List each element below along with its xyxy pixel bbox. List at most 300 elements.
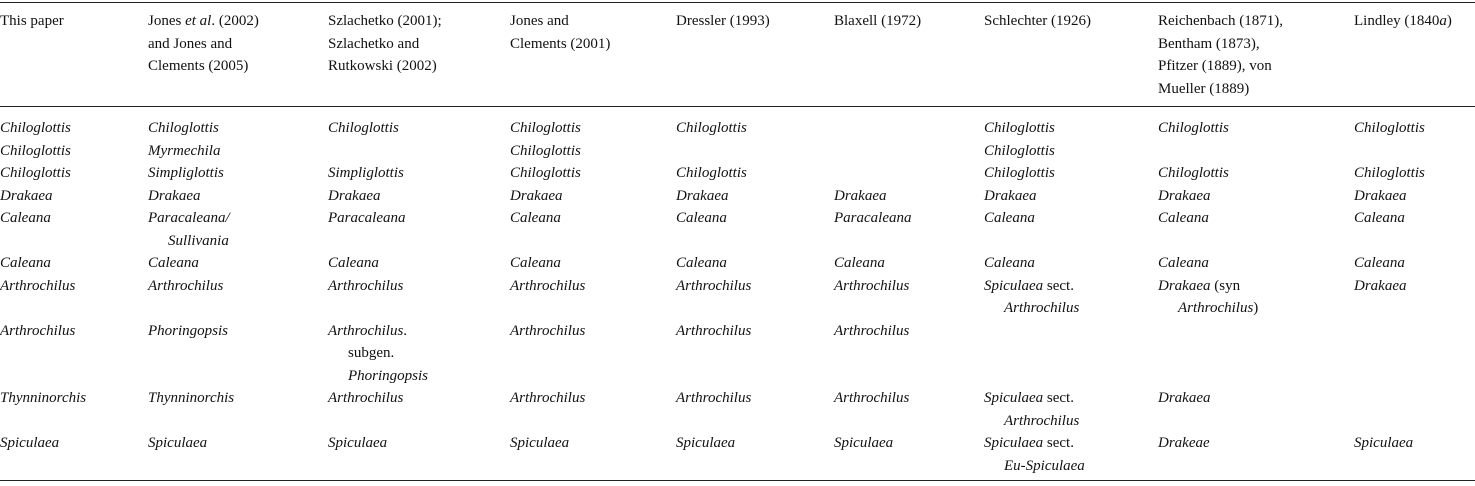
taxon-name: Chiloglottis bbox=[984, 142, 1055, 159]
cell-line bbox=[148, 207, 328, 230]
cell-line bbox=[984, 207, 1158, 230]
header-row bbox=[0, 3, 1475, 107]
taxon-name: Spiculaea bbox=[1354, 435, 1414, 451]
taxon-name: Spiculaea bbox=[0, 435, 60, 451]
table-cell bbox=[984, 387, 1158, 432]
taxon-name: Myrmechila bbox=[148, 142, 221, 159]
cell-line bbox=[0, 185, 148, 208]
column-header bbox=[0, 3, 148, 107]
table-cell bbox=[148, 320, 328, 388]
cell-line bbox=[0, 320, 148, 343]
table-cell bbox=[984, 320, 1158, 388]
table-cell bbox=[676, 432, 834, 481]
cell-line bbox=[148, 33, 328, 56]
column-header bbox=[328, 3, 510, 107]
table-cell bbox=[834, 432, 984, 481]
taxon-name: Arthrochilus bbox=[510, 277, 586, 294]
cell-line bbox=[328, 10, 510, 33]
table-cell bbox=[676, 320, 834, 388]
taxon-name: Paracaleana bbox=[328, 210, 406, 226]
table-cell bbox=[510, 107, 676, 163]
table-cell bbox=[0, 252, 148, 275]
table-cell bbox=[148, 162, 328, 185]
table-cell bbox=[676, 275, 834, 320]
cell-line bbox=[984, 140, 1158, 163]
table-cell bbox=[510, 162, 676, 185]
taxon-name: Chiloglottis bbox=[984, 120, 1055, 136]
cell-line bbox=[510, 387, 676, 410]
cell-line bbox=[1354, 10, 1475, 33]
table-cell bbox=[510, 320, 676, 388]
table-cell bbox=[1354, 252, 1475, 275]
cell-line bbox=[1158, 10, 1354, 33]
cell-text: Clements (2005) bbox=[148, 58, 249, 74]
cell-line bbox=[148, 230, 328, 253]
table-cell bbox=[0, 162, 148, 185]
taxon-name: Arthrochilus bbox=[676, 322, 752, 339]
cell-line bbox=[1354, 207, 1475, 230]
taxon-name: Drakaea bbox=[676, 187, 729, 204]
taxon-name: Arthrochilus bbox=[834, 322, 910, 339]
table-cell bbox=[0, 107, 148, 163]
cell-line bbox=[0, 140, 148, 163]
column-header bbox=[510, 3, 676, 107]
table-cell bbox=[676, 207, 834, 252]
table-row bbox=[0, 387, 1475, 432]
table-cell bbox=[834, 162, 984, 185]
table-cell bbox=[0, 320, 148, 388]
cell-line bbox=[1158, 252, 1354, 275]
cell-text: Clements (2001) bbox=[510, 35, 611, 52]
cell-line bbox=[510, 275, 676, 298]
taxon-name: Thynninorchis bbox=[0, 390, 87, 406]
taxon-name: Chiloglottis bbox=[676, 165, 747, 181]
cell-line bbox=[0, 387, 148, 410]
cell-line bbox=[834, 432, 984, 455]
cell-line bbox=[984, 10, 1158, 33]
taxon-name: Caleana bbox=[510, 210, 561, 226]
taxon-name: Chiloglottis bbox=[510, 120, 581, 136]
taxon-name: Arthrochilus bbox=[328, 390, 404, 406]
table-cell bbox=[328, 320, 510, 388]
taxon-name: Arthrochilus bbox=[0, 322, 76, 339]
taxon-name: Eu-Spiculaea bbox=[1004, 457, 1085, 474]
taxon-name: Drakaea bbox=[510, 187, 563, 204]
cell-line bbox=[1158, 387, 1354, 410]
cell-text: (syn bbox=[1210, 277, 1241, 294]
table-cell bbox=[1354, 275, 1475, 320]
cell-line bbox=[148, 320, 328, 343]
taxon-name: Caleana bbox=[984, 210, 1035, 226]
cell-line bbox=[148, 162, 328, 185]
cell-line bbox=[0, 162, 148, 185]
taxon-name: Caleana bbox=[0, 210, 51, 226]
cell-line bbox=[328, 342, 510, 365]
table-cell bbox=[510, 387, 676, 432]
cell-text: Dressler (1993) bbox=[676, 13, 770, 29]
table-cell bbox=[984, 252, 1158, 275]
table-cell bbox=[1158, 252, 1354, 275]
cell-line bbox=[328, 162, 510, 185]
taxon-name: Drakaea bbox=[328, 187, 381, 204]
cell-line bbox=[328, 55, 510, 78]
cell-text: Schlechter (1926) bbox=[984, 13, 1092, 29]
cell-line bbox=[834, 275, 984, 298]
table-cell bbox=[148, 432, 328, 481]
taxon-name: Chiloglottis bbox=[984, 165, 1055, 181]
table-cell bbox=[1354, 107, 1475, 163]
cell-line bbox=[1354, 162, 1475, 185]
cell-line bbox=[676, 387, 834, 410]
cell-text: . bbox=[403, 322, 408, 339]
cell-line bbox=[984, 252, 1158, 275]
table-cell bbox=[984, 207, 1158, 252]
taxon-name: Arthrochilus bbox=[148, 277, 224, 294]
cell-line bbox=[148, 252, 328, 275]
taxon-name: Arthrochilus bbox=[834, 277, 910, 294]
table-cell bbox=[676, 387, 834, 432]
cell-line bbox=[676, 10, 834, 33]
cell-line bbox=[328, 33, 510, 56]
taxon-name: Spiculaea bbox=[984, 277, 1044, 294]
taxon-name: Chiloglottis bbox=[1354, 165, 1425, 181]
table-cell bbox=[834, 387, 984, 432]
table-cell bbox=[0, 185, 148, 208]
cell-line bbox=[834, 252, 984, 275]
table-cell bbox=[0, 275, 148, 320]
cell-text: sect. bbox=[1043, 435, 1074, 451]
cell-line bbox=[328, 365, 510, 388]
taxon-name: Spiculaea bbox=[984, 435, 1044, 451]
taxon-name: Chiloglottis bbox=[0, 142, 71, 159]
cell-line bbox=[510, 320, 676, 343]
table-cell bbox=[328, 107, 510, 163]
table-cell bbox=[0, 387, 148, 432]
cell-line bbox=[510, 432, 676, 455]
table-cell bbox=[834, 252, 984, 275]
table-cell bbox=[328, 185, 510, 208]
table-row bbox=[0, 107, 1475, 163]
table-row bbox=[0, 252, 1475, 275]
table-cell bbox=[1354, 162, 1475, 185]
table-cell bbox=[676, 162, 834, 185]
table-cell bbox=[328, 275, 510, 320]
genera-comparison-table bbox=[0, 2, 1475, 481]
taxon-name: a bbox=[1439, 13, 1447, 29]
taxon-name: Arthrochilus bbox=[0, 277, 76, 294]
cell-line bbox=[328, 432, 510, 455]
taxon-name: Caleana bbox=[1354, 255, 1405, 271]
taxon-name: Chiloglottis bbox=[1354, 120, 1425, 136]
taxon-name: Arthrochilus bbox=[1004, 412, 1080, 429]
cell-text: Pfitzer (1889), von bbox=[1158, 58, 1272, 74]
column-header bbox=[834, 3, 984, 107]
cell-line bbox=[510, 252, 676, 275]
table-cell bbox=[510, 252, 676, 275]
cell-line bbox=[1158, 207, 1354, 230]
cell-line bbox=[676, 185, 834, 208]
cell-line bbox=[148, 185, 328, 208]
table-cell bbox=[328, 207, 510, 252]
cell-line bbox=[834, 320, 984, 343]
taxon-name: Drakaea bbox=[1158, 277, 1211, 294]
taxon-name: Caleana bbox=[984, 255, 1035, 271]
table-cell bbox=[1354, 387, 1475, 432]
column-header bbox=[984, 3, 1158, 107]
taxon-name: Caleana bbox=[328, 255, 379, 271]
cell-text: sect. bbox=[1043, 277, 1074, 294]
column-header bbox=[1354, 3, 1475, 107]
taxon-name: Caleana bbox=[834, 255, 885, 271]
cell-line bbox=[148, 117, 328, 140]
taxon-name: Drakaea bbox=[1354, 277, 1407, 294]
table-cell bbox=[328, 387, 510, 432]
cell-line bbox=[984, 387, 1158, 410]
cell-line bbox=[1158, 432, 1354, 455]
taxon-name: Arthrochilus bbox=[834, 390, 910, 406]
cell-line bbox=[1354, 185, 1475, 208]
taxon-name: Arthrochilus bbox=[510, 322, 586, 339]
taxon-name: Chiloglottis bbox=[1158, 120, 1229, 136]
cell-text: subgen. bbox=[348, 345, 395, 361]
table-cell bbox=[984, 162, 1158, 185]
table-cell bbox=[1158, 162, 1354, 185]
table-cell bbox=[1158, 107, 1354, 163]
taxon-name: Caleana bbox=[1354, 210, 1405, 226]
taxon-name: Phoringopsis bbox=[148, 322, 229, 339]
cell-text: Jones bbox=[148, 13, 186, 29]
cell-text: Szlachetko and bbox=[328, 35, 420, 52]
table-cell bbox=[984, 185, 1158, 208]
table-row bbox=[0, 432, 1475, 481]
cell-line bbox=[510, 185, 676, 208]
taxon-name: Paracaleana/ bbox=[148, 210, 230, 226]
cell-line bbox=[148, 387, 328, 410]
taxon-name: Chiloglottis bbox=[510, 142, 581, 159]
cell-line bbox=[0, 117, 148, 140]
cell-line bbox=[984, 297, 1158, 320]
taxon-name: Drakaea bbox=[1158, 187, 1211, 204]
table-cell bbox=[510, 185, 676, 208]
cell-text: Bentham (1873), bbox=[1158, 35, 1260, 52]
table-cell bbox=[676, 185, 834, 208]
table-cell bbox=[1158, 185, 1354, 208]
taxon-name: Drakaea bbox=[148, 187, 201, 204]
cell-line bbox=[510, 140, 676, 163]
cell-line bbox=[676, 275, 834, 298]
taxon-name: Caleana bbox=[148, 255, 199, 271]
table-row bbox=[0, 320, 1475, 388]
cell-line bbox=[148, 432, 328, 455]
cell-line bbox=[676, 252, 834, 275]
cell-line bbox=[510, 33, 676, 56]
cell-line bbox=[1158, 78, 1354, 101]
table-cell bbox=[1158, 320, 1354, 388]
taxon-name: Caleana bbox=[0, 255, 51, 271]
cell-line bbox=[148, 10, 328, 33]
cell-text: . (2002) bbox=[211, 13, 259, 29]
cell-line bbox=[676, 117, 834, 140]
table-row bbox=[0, 207, 1475, 252]
table-cell bbox=[328, 162, 510, 185]
table-cell bbox=[1158, 432, 1354, 481]
taxon-name: Spiculaea bbox=[510, 435, 570, 451]
cell-text: Rutkowski (2002) bbox=[328, 58, 437, 74]
table-cell bbox=[328, 252, 510, 275]
taxon-name: Drakaea bbox=[1354, 187, 1407, 204]
taxon-name: Caleana bbox=[1158, 255, 1209, 271]
taxon-name: Sullivania bbox=[168, 232, 229, 249]
cell-text: sect. bbox=[1043, 390, 1074, 406]
table-row bbox=[0, 185, 1475, 208]
cell-line bbox=[834, 185, 984, 208]
cell-line bbox=[0, 432, 148, 455]
cell-text: Blaxell (1972) bbox=[834, 13, 922, 29]
table-cell bbox=[676, 252, 834, 275]
table-cell bbox=[984, 432, 1158, 481]
cell-line bbox=[984, 432, 1158, 455]
table-cell bbox=[510, 275, 676, 320]
cell-line bbox=[984, 455, 1158, 478]
cell-text: ) bbox=[1253, 300, 1259, 316]
table-cell bbox=[148, 185, 328, 208]
taxon-name: Chiloglottis bbox=[328, 120, 399, 136]
cell-line bbox=[1158, 297, 1354, 320]
cell-line bbox=[148, 55, 328, 78]
cell-line bbox=[984, 410, 1158, 433]
taxon-name: Phoringopsis bbox=[348, 367, 429, 384]
table-cell bbox=[148, 252, 328, 275]
cell-text: and Jones and bbox=[148, 35, 233, 52]
taxon-name: Arthrochilus bbox=[1178, 300, 1254, 316]
taxon-name: Chiloglottis bbox=[148, 120, 219, 136]
table-cell bbox=[1354, 185, 1475, 208]
cell-line bbox=[328, 320, 510, 343]
cell-line bbox=[328, 387, 510, 410]
taxon-name: Simpliglottis bbox=[148, 165, 224, 181]
cell-line bbox=[510, 117, 676, 140]
cell-line bbox=[834, 207, 984, 230]
table-cell bbox=[1158, 275, 1354, 320]
cell-line bbox=[984, 275, 1158, 298]
cell-line bbox=[328, 185, 510, 208]
cell-line bbox=[676, 320, 834, 343]
cell-text: Szlachetko (2001); bbox=[328, 13, 442, 29]
taxon-name: Arthrochilus bbox=[1004, 300, 1080, 316]
taxon-name: Caleana bbox=[676, 255, 727, 271]
cell-line bbox=[328, 207, 510, 230]
table-cell bbox=[1158, 387, 1354, 432]
cell-line bbox=[1158, 275, 1354, 298]
table-cell bbox=[834, 320, 984, 388]
table-body bbox=[0, 107, 1475, 481]
taxon-name: et al bbox=[185, 13, 212, 29]
cell-line bbox=[984, 162, 1158, 185]
table-cell bbox=[984, 275, 1158, 320]
taxon-name: Chiloglottis bbox=[0, 165, 71, 181]
cell-line bbox=[0, 275, 148, 298]
taxon-name: Caleana bbox=[1158, 210, 1209, 226]
table-cell bbox=[834, 107, 984, 163]
table-cell bbox=[1354, 207, 1475, 252]
taxon-name: Simpliglottis bbox=[328, 165, 404, 181]
table-cell bbox=[148, 207, 328, 252]
column-header bbox=[676, 3, 834, 107]
table-cell bbox=[1354, 320, 1475, 388]
cell-line bbox=[984, 185, 1158, 208]
cell-text: Lindley (1840 bbox=[1354, 13, 1440, 29]
table-cell bbox=[328, 432, 510, 481]
taxon-name: Chiloglottis bbox=[1158, 165, 1229, 181]
table-cell bbox=[148, 387, 328, 432]
taxon-name: Caleana bbox=[676, 210, 727, 226]
cell-text: Jones and bbox=[510, 13, 569, 29]
cell-line bbox=[0, 207, 148, 230]
table-cell bbox=[148, 107, 328, 163]
cell-line bbox=[148, 275, 328, 298]
table-cell bbox=[1158, 207, 1354, 252]
table-cell bbox=[676, 107, 834, 163]
taxon-name: Caleana bbox=[510, 255, 561, 271]
cell-line bbox=[328, 117, 510, 140]
cell-line bbox=[1158, 162, 1354, 185]
cell-text: Reichenbach (1871), bbox=[1158, 13, 1283, 29]
table-cell bbox=[510, 207, 676, 252]
table-row bbox=[0, 162, 1475, 185]
cell-line bbox=[1354, 275, 1475, 298]
taxon-name: Spiculaea bbox=[148, 435, 208, 451]
taxon-name: Paracaleana bbox=[834, 210, 912, 226]
cell-line bbox=[328, 252, 510, 275]
cell-line bbox=[676, 207, 834, 230]
cell-text: ) bbox=[1446, 13, 1452, 29]
column-header bbox=[1158, 3, 1354, 107]
cell-line bbox=[1354, 252, 1475, 275]
cell-line bbox=[0, 252, 148, 275]
table-cell bbox=[148, 275, 328, 320]
table-cell bbox=[834, 207, 984, 252]
taxon-name: Thynninorchis bbox=[148, 390, 235, 406]
taxon-name: Arthrochilus bbox=[328, 277, 404, 294]
taxon-name: Spiculaea bbox=[676, 435, 736, 451]
cell-line bbox=[834, 10, 984, 33]
taxon-name: Arthrochilus bbox=[328, 322, 404, 339]
taxon-name: Chiloglottis bbox=[510, 165, 581, 181]
table-row bbox=[0, 275, 1475, 320]
table-cell bbox=[0, 432, 148, 481]
table-cell bbox=[0, 207, 148, 252]
cell-line bbox=[1158, 33, 1354, 56]
taxon-name: Spiculaea bbox=[834, 435, 894, 451]
taxon-name: Drakaea bbox=[834, 187, 887, 204]
taxon-name: Spiculaea bbox=[984, 390, 1044, 406]
cell-line bbox=[148, 140, 328, 163]
cell-line bbox=[328, 275, 510, 298]
cell-line bbox=[510, 207, 676, 230]
cell-line bbox=[834, 387, 984, 410]
cell-line bbox=[1158, 117, 1354, 140]
column-header bbox=[148, 3, 328, 107]
table-header bbox=[0, 3, 1475, 107]
cell-line bbox=[1354, 432, 1475, 455]
cell-line bbox=[1354, 117, 1475, 140]
taxon-name: Spiculaea bbox=[328, 435, 388, 451]
table-cell bbox=[834, 185, 984, 208]
cell-line bbox=[1158, 55, 1354, 78]
cell-line bbox=[510, 162, 676, 185]
taxon-name: Drakaea bbox=[0, 187, 53, 204]
cell-line bbox=[984, 117, 1158, 140]
